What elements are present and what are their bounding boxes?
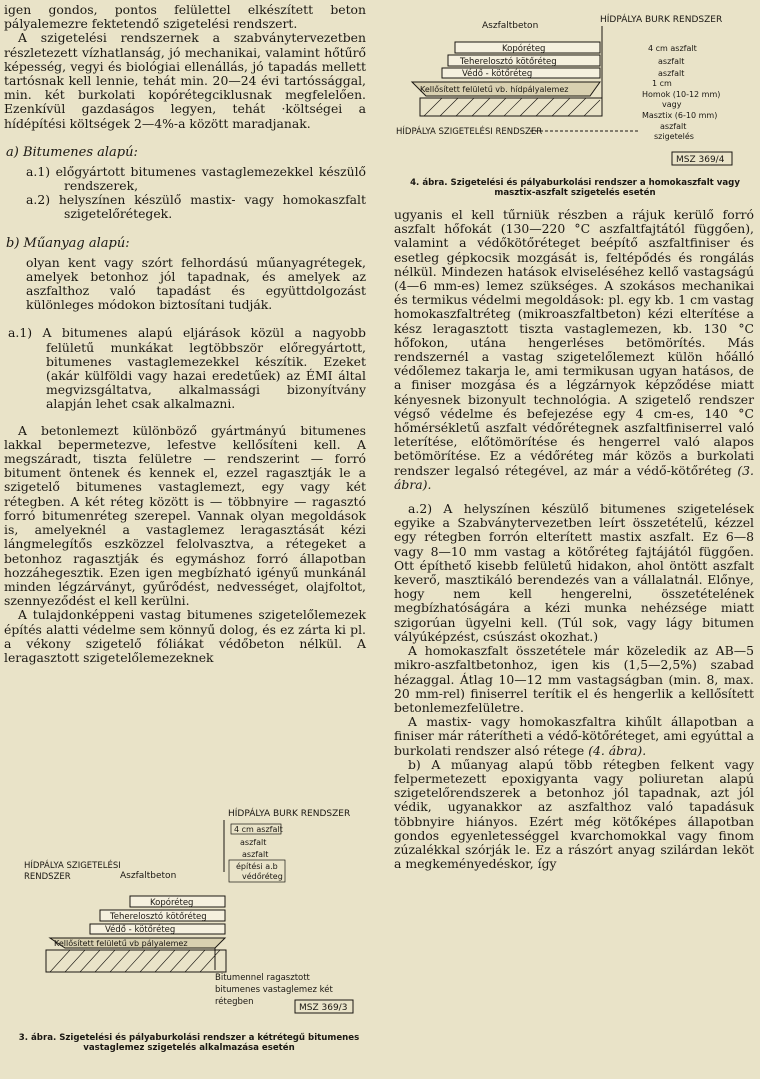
figure-3-diagram bbox=[10, 800, 370, 1030]
label-msz: MSZ 369/4 bbox=[676, 155, 725, 165]
heading-bitumen: a) Bitumenes alapú: bbox=[6, 144, 138, 160]
label-dim-4: 1 cm bbox=[652, 79, 672, 88]
label-kopo: Kopóréteg bbox=[502, 44, 546, 54]
label-szig-rendszer: HÍDPÁLYA SZIGETELÉSI RENDSZER bbox=[396, 127, 543, 137]
label-aszfalt: aszfalt bbox=[660, 122, 687, 131]
label-dim-3: aszfalt bbox=[658, 69, 685, 78]
label-dim-1: 4 cm aszfalt bbox=[648, 44, 697, 53]
paragraph-tulaj: A tulajdonképpeni vastag bitumenes szigetelőlemezek építés alatti védelme sem könnyű dolog, és ez zárta ki pl. a vékony szigetelő fóliákat védőbeton nélkül. A leragasztott szigetelőlemezeknek bbox=[4, 607, 366, 665]
label-asphalt: Aszfaltbeton bbox=[120, 871, 177, 881]
right-column bbox=[394, 208, 754, 871]
label-dim-1: 4 cm aszfalt bbox=[234, 825, 283, 834]
label-vagy: vagy bbox=[662, 100, 682, 109]
figure-4-diagram bbox=[390, 4, 758, 174]
paragraph-plastic: olyan kent vagy szórt felhordású műanyagrétegek, amelyek betonhoz jól tapadnak, és amelyek az aszfalthoz való tapadást és együttdolgozást különleges módokon biztosítani tudják. bbox=[26, 254, 366, 313]
label-vedo: Védő - kötőréteg bbox=[105, 925, 176, 935]
label-szigeteles: szigetelés bbox=[654, 132, 694, 141]
figure-4-caption: 4. ábra. Szigetelési és pályaburkolási rendszer a homokaszfalt vagy masztix-aszfalt szigetelés esetén bbox=[410, 178, 740, 198]
label-burk: HÍDPÁLYA BURK RENDSZER bbox=[228, 809, 351, 819]
paragraph-text: A mastix- vagy homokaszfaltra kihűlt állapotban a finiser már ráterítheti a védő-kötőréteget, ami egyúttal a burkolati rendszer alsó rétege bbox=[394, 714, 754, 758]
label-burk: HÍDPÁLYA BURK RENDSZER bbox=[600, 15, 723, 25]
label-dim-3: aszfalt bbox=[242, 850, 269, 859]
label-msz: MSZ 369/3 bbox=[299, 1003, 348, 1013]
label-szig-1: HÍDPÁLYA SZIGETELÉSI bbox=[24, 861, 121, 871]
paragraph-lemez: A betonlemezt különböző gyártmányú bitumenes lakkal bepermetezve, lefestve kellősíteni kell. A megszáradt, tiszta felületre — rendszerint — forró bitument öntenek és kennek el, ezzel ragasztják le a szigetelő bitumenes vastaglemezt, egy vagy két rétegben. A két réteg között is — többnyire — ragasztó forró bitumenréteg szerepel. Vannak olyan megoldások is, amelyeknél a vastaglemez leragasztását kézi lángmelegítős eszközzel felolvasztva, a rétegeket a betonhoz ragasztják és egymáshoz forró állapotban hozzáhegesztik. Ezen igen megbízható igényű munkánál minden légzárványt, gyűrődést, nedvességet, olajfoltot, szennyeződést el kell kerülni. bbox=[4, 422, 366, 609]
label-teher: Teherelosztó kötőréteg bbox=[460, 57, 557, 67]
paragraph-homok: A homokaszfalt összetétele már közeledik az AB—5 mikro-aszfaltbetonhoz, igen kis (1,5—2,5%) szabad hézaggal. Átlag 10—12 mm vastagságban (min. 8, max. 20 mm-rel) finiserrel terítik el és hengerlik a kellősített betonlemezfelületre. bbox=[394, 643, 754, 715]
label-kopo: Kopóréteg bbox=[150, 898, 194, 908]
list-item: a.2) helyszínen készülő mastix- vagy homokaszfalt szigetelőrétegek. bbox=[26, 192, 366, 222]
paragraph-text: ugyanis el kell tűrniük részben a rájuk kerülő forró aszfalt hőfokát (130—220 °C aszfaltfajtától függően), valamint a védőkötőréteget beépítő aszfaltfiniser és esetleg gépkocsik mozgását is, feltépődés és rongálás nélkül. Mindezen hatások elviseléséhez kellő vastagságú (4—6 mm-es) lemez szükséges. A szokásos mechanikai és termikus védelmi megoldások: pl. egy kb. 1 cm vastag homokaszfaltréteg (mikroaszfaltbeton) kézi elterítése a kész leragasztott tiszta vastaglemezen, kb. 130 °C hőfokon, utána hengerléses betömörítés. Más rendszernél a vastag szigetelőlemezt külön hőálló védőlemez takarja le, ami termikusan ugyan hatásos, de a finiser mozgása és a légzárnyok képződése miatt kényesnek bizonyult technológia. A szigetelő rendszer végső védelme és befejezése egy 4 cm-es, 140 °C hőmérsékletű aszfalt védőrétegnek aszfaltfiniserrel való leterítése, előtömörítése és hengerrel való alapos betömörítése. Ez a védőréteg már közös a burkolati rendszer legalsó rétegével, az már a védő-kötőréteg bbox=[394, 207, 754, 478]
label-kell: Kellősített felületű vb pályalemez bbox=[54, 939, 188, 948]
paragraph-intro: igen gondos, pontos felülettel elkészített beton pályalemezre fektetendő szigetelési rendszert. bbox=[4, 2, 366, 32]
paragraph-right-1 bbox=[394, 208, 754, 492]
label-asphalt: Aszfaltbeton bbox=[482, 21, 539, 31]
left-column bbox=[4, 0, 366, 665]
label-dim-4: építési a.b bbox=[236, 862, 278, 871]
label-teher: Teherelosztó kötőréteg bbox=[110, 912, 207, 922]
label-bit-2: bitumenes vastaglemez két bbox=[215, 985, 333, 995]
label-bit-1: Bitumennel ragasztott bbox=[215, 973, 310, 983]
label-bit-3: rétegben bbox=[215, 997, 254, 1007]
figure-ref: (4. ábra). bbox=[588, 742, 647, 758]
paragraph-b: b) A műanyag alapú több rétegben felkent vagy felpermetezett epoxigyanta vagy poliuretan alapú szigetelőrendszerek a betonhoz jól tapadnak, azt jól védik, ugyanakkor az aszfalthoz való tapadásuk többnyire hiányos. Ezért még kötőképes állapotban gondos egyenletességgel kvarchomokkal vagy finom zúzalékkal szórják le. Ez a rászórt anyag szilárdan leköt a megkeményedéskor, így bbox=[394, 756, 754, 872]
paragraph-a2: a.2) A helyszínen készülő bitumenes szigetelések egyike a Szabványtervezetben leírt összetételű, kézzel egy rétegben forrón elterített mastix aszfalt. Ez 6—8 vagy 8—10 mm vastag a kötőréteg fajtájától függően. Ott építhető kisebb felületű hidakon, ahol öntött aszfalt keverő, masztikáló berendezés van a vállalatnál. Előnye, hogy nem kell hengerelni, összetételének megbízhatóságára a kézi munka nehézsége miatt szigorúan ügyelni kell. (Túl sok, vagy lágy bitumen vályúképzést, csúszást okozhat.) bbox=[394, 501, 754, 644]
figure-ref: (3. ábra). bbox=[394, 462, 754, 492]
heading-plastic: b) Műanyag alapú: bbox=[6, 235, 130, 251]
label-szig-2: RENDSZER bbox=[24, 872, 71, 882]
label-dim-4b: védőréteg bbox=[242, 872, 283, 881]
figure-3-caption: 3. ábra. Szigetelési és pályaburkolási rendszer a kétrétegű bitumenes vastaglemez szigetelés alkalmazása esetén bbox=[18, 1033, 360, 1053]
label-dim-2: aszfalt bbox=[658, 57, 685, 66]
label-vedo: Védő - kötőréteg bbox=[462, 69, 533, 79]
paragraph-mastix bbox=[394, 715, 754, 758]
paragraph-a1: a.1) A bitumenes alapú eljárások közül a nagyobb felületű munkákat legtöbbször előregyártott, bitumenes vastaglemezekkel készítik. Ezeket (akár külföldi vagy hazai eredetűek) az ÉMI által megvizsgáltatva, alkalmassági bizonyítvány alapján lehet csak alkalmazni. bbox=[8, 325, 366, 412]
label-masztix: Masztix (6-10 mm) bbox=[642, 111, 718, 120]
list-item: a.1) előgyártott bitumenes vastaglemezekkel készülő rendszerek, bbox=[26, 163, 366, 194]
list-bitumen bbox=[26, 165, 366, 222]
label-dim-2: aszfalt bbox=[240, 838, 267, 847]
paragraph-requirements: A szigetelési rendszernek a szabványtervezetben részletezett vízhatlanság, jó mechanikai, valamint hőtűrő képesség, vegyi és biológiai ellenállás, jó tapadás mellett tartósnak kell lennie, tehát min. 20—24 évi tartóssággal, min. két burkolati kopórétegciklusnak megfelelően. Ezenkívül gazdaságos legyen, tehát ·költségei a hídépítési költségek 2—4%-a között maradjanak. bbox=[4, 30, 366, 131]
label-homok: Homok (10-12 mm) bbox=[642, 90, 721, 99]
label-kell: Kellősített felületű vb. hídpályalemez bbox=[420, 85, 569, 94]
